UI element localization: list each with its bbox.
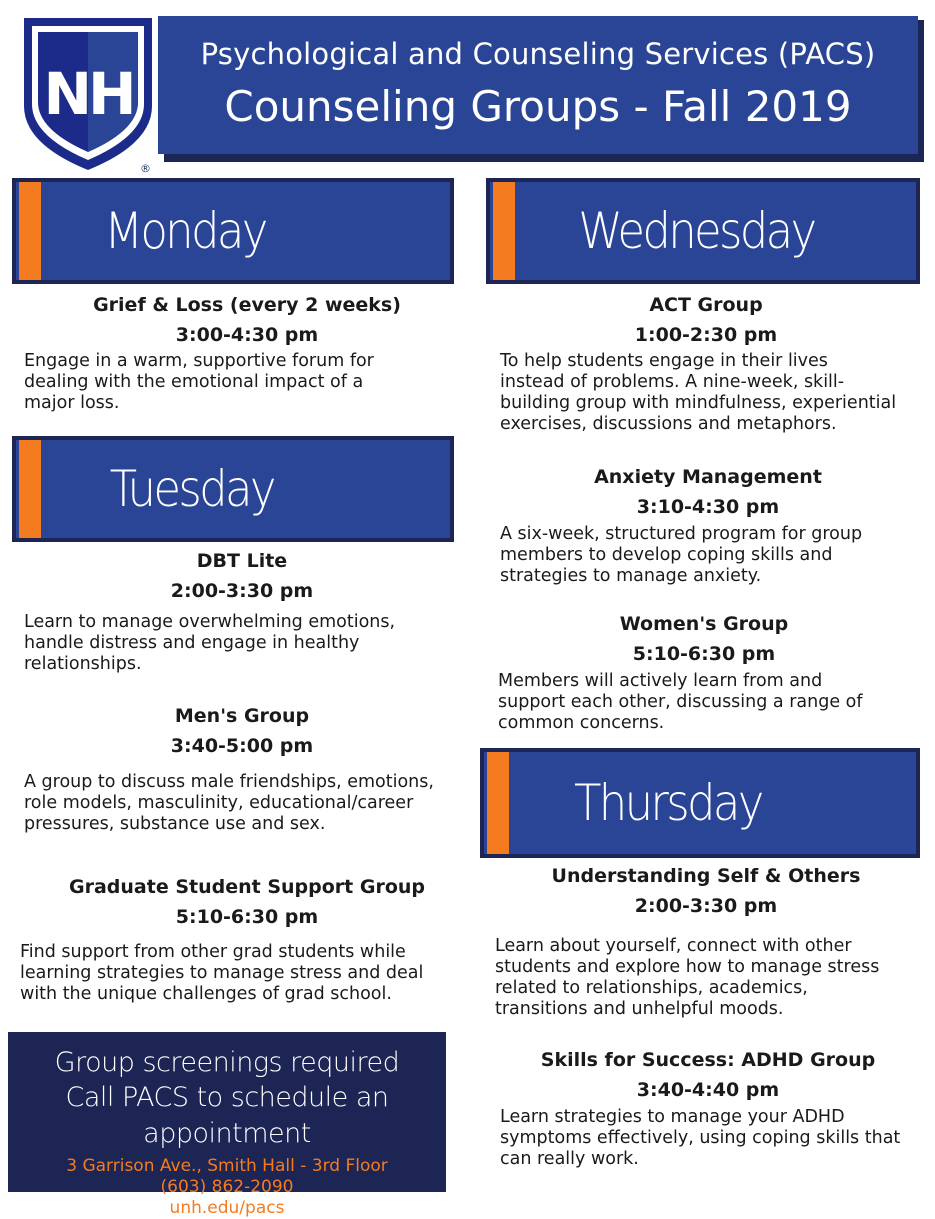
day-label: Monday	[104, 202, 266, 260]
address: 3 Garrison Ave., Smith Hall - 3rd Floor	[66, 1156, 388, 1176]
group-title-grad: Graduate Student Support Group	[69, 876, 425, 898]
logo-lettering: NH	[43, 60, 133, 128]
day-header-tuesday	[12, 436, 454, 542]
group-title-womens: Women's Group	[619, 613, 789, 635]
group-time-adhd: 3:40-4:40 pm	[636, 1079, 780, 1101]
group-title-self: Understanding Self & Others	[551, 865, 861, 887]
group-time-self: 2:00-3:30 pm	[634, 895, 778, 917]
group-title-dbt: DBT Lite	[196, 550, 288, 572]
day-header-wednesday	[486, 178, 920, 284]
day-label: Tuesday	[109, 460, 274, 518]
page-title: Counseling Groups - Fall 2019	[224, 82, 852, 131]
group-desc-grief: Engage in a warm, supportive forum for dealing with the emotional impact of a major loss.	[24, 351, 374, 413]
group-desc-act: To help students engage in their lives instead of problems. A nine-week, skill- building group with mindfulness, experiential exercises, discussions and metaphors.	[500, 351, 897, 434]
group-title-adhd: Skills for Success: ADHD Group	[540, 1049, 876, 1071]
schedule-note: Call PACS to schedule an appointment	[65, 1082, 389, 1149]
group-desc-self: Learn about yourself, connect with other students and explore how to manage stress related to relationships, academics, transitions and unhelpful moods.	[495, 936, 880, 1019]
header-banner	[158, 16, 918, 154]
unh-logo	[18, 14, 158, 174]
group-title-grief: Grief & Loss (every 2 weeks)	[93, 294, 401, 316]
group-time-grad: 5:10-6:30 pm	[175, 906, 319, 928]
phone-number: (603) 862-2090	[160, 1177, 294, 1197]
group-time-dbt: 2:00-3:30 pm	[170, 580, 314, 602]
group-title-act: ACT Group	[649, 294, 763, 316]
group-desc-adhd: Learn strategies to manage your ADHD symptoms effectively, using coping skills that can really work.	[500, 1107, 901, 1169]
day-label: Wednesday	[578, 202, 815, 260]
header-line1: Psychological and Counseling Services (PACS)	[200, 37, 876, 71]
group-desc-womens: Members will actively learn from and support each other, discussing a range of common concerns.	[498, 671, 863, 733]
website-link[interactable]: unh.edu/pacs	[169, 1198, 285, 1218]
group-desc-mens: A group to discuss male friendships, emotions, role models, masculinity, educational/career pressures, substance use and sex.	[24, 772, 434, 834]
group-title-mens: Men's Group	[174, 705, 310, 727]
group-time-mens: 3:40-5:00 pm	[170, 735, 314, 757]
registered-mark: ®	[140, 162, 151, 175]
group-title-anxiety: Anxiety Management	[594, 466, 822, 488]
screening-note: Group screenings required	[54, 1047, 400, 1078]
day-header-thursday	[480, 748, 920, 858]
group-time-act: 1:00-2:30 pm	[634, 324, 778, 346]
group-time-womens: 5:10-6:30 pm	[632, 643, 776, 665]
group-desc-grad: Find support from other grad students while learning strategies to manage stress and deal with the unique challenges of grad school.	[20, 942, 424, 1004]
group-desc-dbt: Learn to manage overwhelming emotions, handle distress and engage in healthy relationships.	[24, 612, 396, 674]
day-header-monday	[12, 178, 454, 284]
day-label: Thursday	[574, 774, 762, 832]
group-time-grief: 3:00-4:30 pm	[175, 324, 319, 346]
contact-box	[8, 1032, 446, 1218]
group-time-anxiety: 3:10-4:30 pm	[636, 496, 780, 518]
group-desc-anxiety: A six-week, structured program for group members to develop coping skills and strategies to manage anxiety.	[500, 524, 863, 586]
shield-icon	[18, 14, 158, 174]
